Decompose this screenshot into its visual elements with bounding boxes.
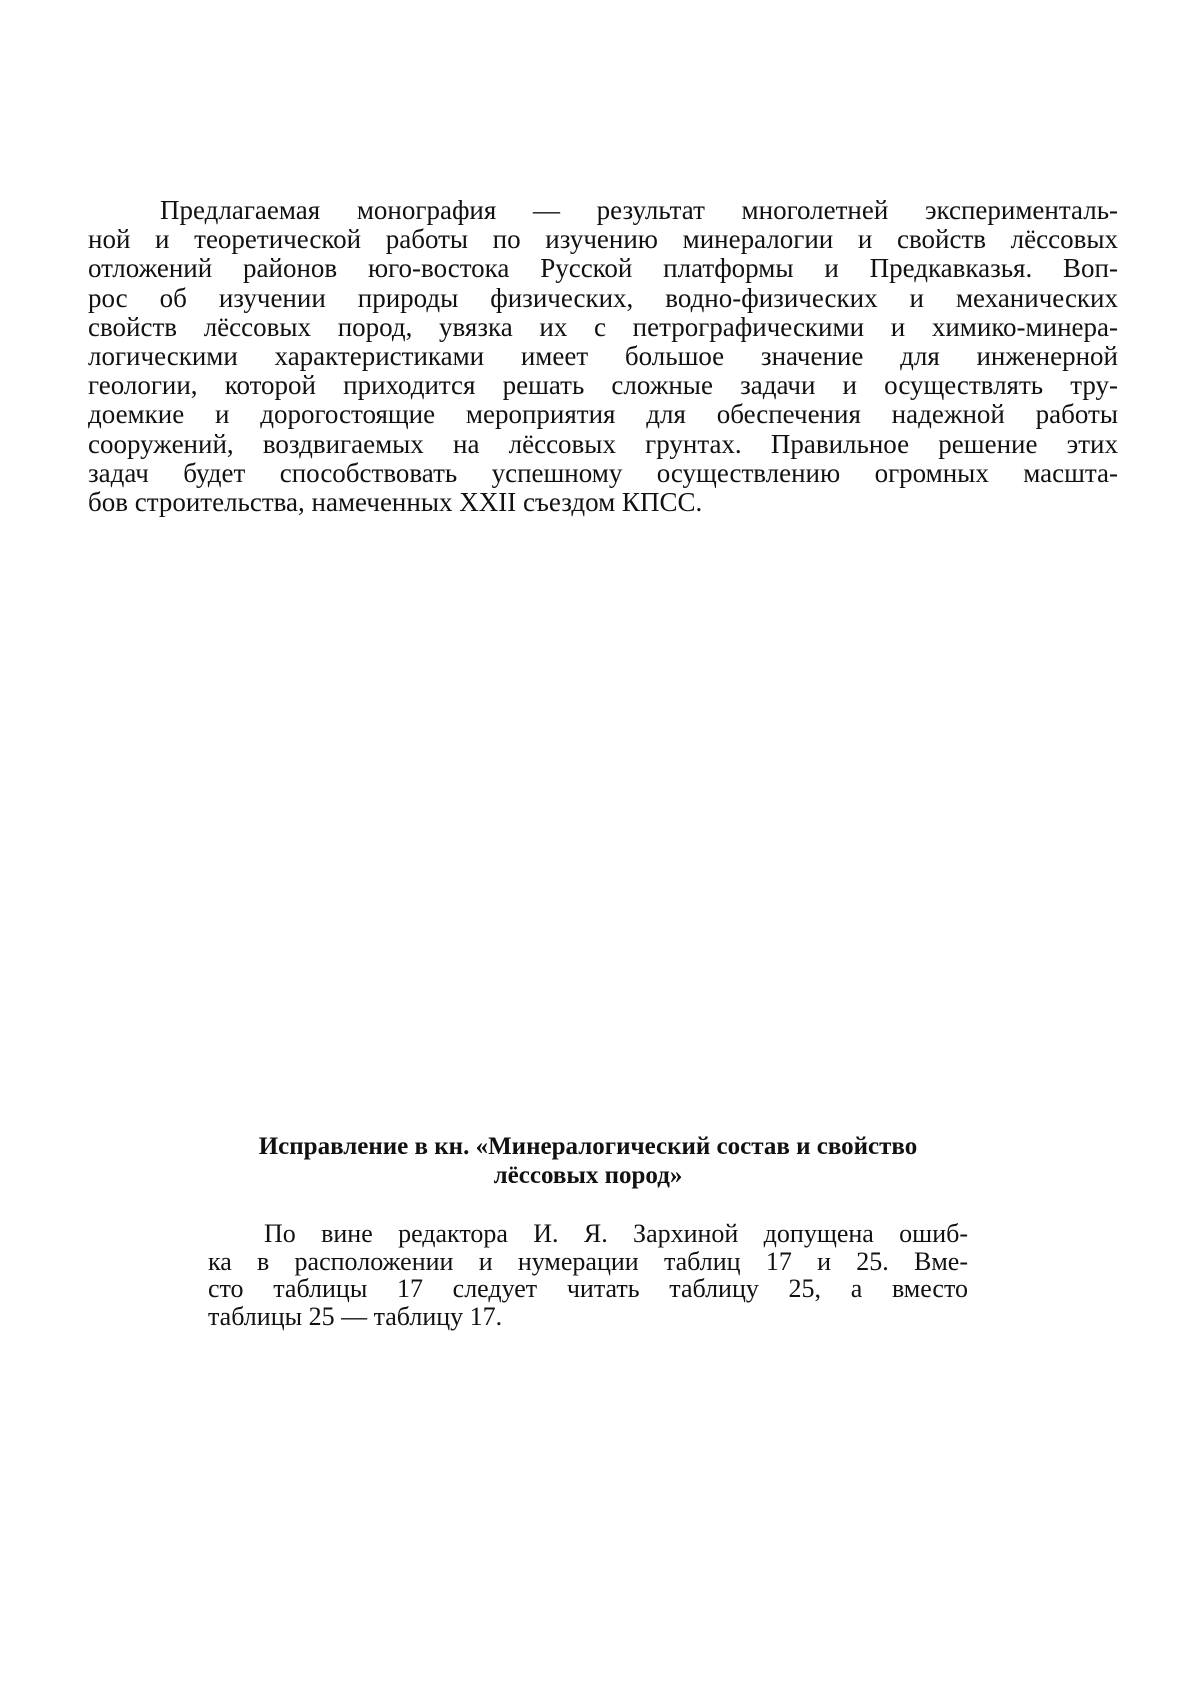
errata-line: По вине редактора И. Я. Зархиной допущена ошиб- [264,1219,968,1248]
annotation-line: задач будет способствовать успешному осуществлению огромных масшта- [88,457,1118,488]
annotation-paragraph [88,196,1118,517]
errata-line: ка в расположении и нумерации таблиц 17 и 25. Вме- [208,1246,968,1276]
annotation-line: сооружений, воздвигаемых на лёссовых грунтах. Правильное решение этих [88,428,1118,459]
annotation-line: рос об изучении природы физических, водно-физических и механических [88,282,1118,313]
errata-text [208,1220,968,1330]
annotation-line: Предлагаемая монография — результат многолетней эксперименталь- [160,195,1118,225]
errata-title-line: Исправление в кн. «Минералогический состав и свойство [258,1133,918,1160]
annotation-line: бов строительства, намеченных XXII съездом КПСС. [88,486,703,517]
errata-title-line: лёссовых пород» [493,1162,683,1189]
errata-line: сто таблицы 17 следует читать таблицу 25, а вместо [208,1274,968,1303]
annotation-line: логическими характеристиками имеет большое значение для инженерной [88,340,1118,371]
annotation-line: доемкие и дорогостоящие мероприятия для обеспечения надежной работы [88,399,1118,430]
errata-line: таблицы 25 — таблицу 17. [208,1301,503,1331]
errata-block [208,1132,968,1330]
annotation-line: геологии, которой приходится решать сложные задачи и осуществлять тру- [88,370,1118,401]
annotation-line: ной и теоретической работы по изучению минералогии и свойств лёссовых [88,224,1118,255]
errata-title [208,1132,968,1190]
annotation-line: отложений районов юго-востока Русской платформы и Предкавказья. Воп- [88,253,1118,284]
annotation-line: свойств лёссовых пород, увязка их с петрографическими и химико-минера- [88,311,1118,342]
